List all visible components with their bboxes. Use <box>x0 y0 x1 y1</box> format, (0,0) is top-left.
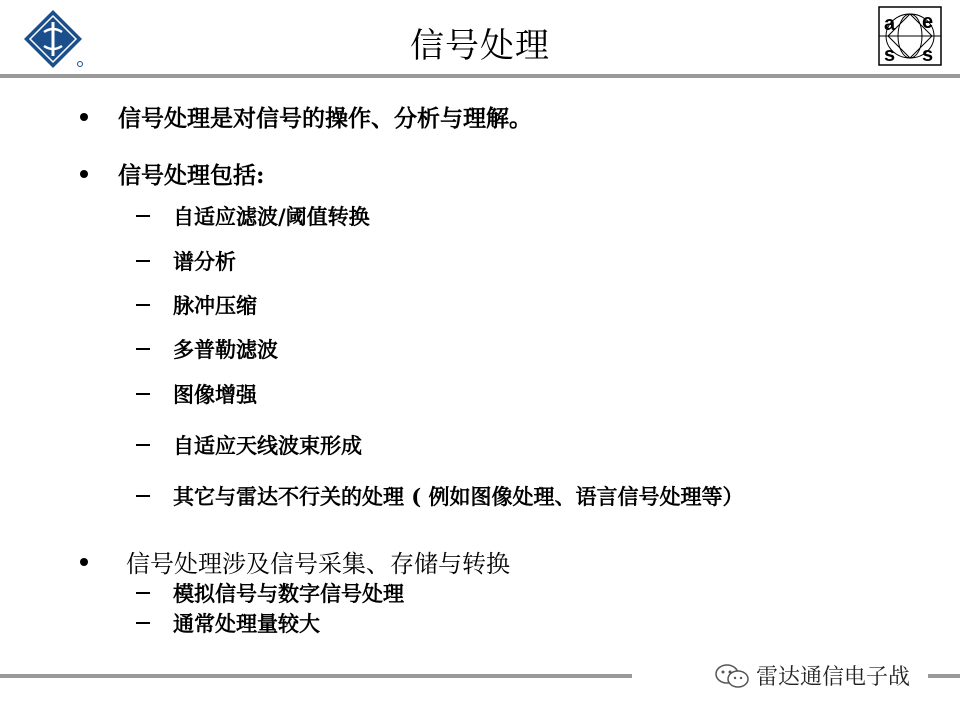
svg-text:e: e <box>922 11 934 33</box>
svg-text:s: s <box>922 44 934 66</box>
sub-item-text: 多普勒滤波 <box>173 337 278 362</box>
sub-item <box>136 430 362 460</box>
bottom-divider-right <box>928 674 960 678</box>
bullet-dot-icon <box>80 170 88 178</box>
svg-text:s: s <box>884 44 896 66</box>
bullet-item <box>80 157 265 190</box>
sub-item <box>136 578 404 608</box>
sub-item-text: 谱分析 <box>173 249 236 274</box>
dash-icon <box>136 393 150 395</box>
sub-item <box>136 334 278 364</box>
dash-icon <box>136 592 150 594</box>
page-title: 信号处理 <box>410 26 550 66</box>
watermark-text: 雷达通信电子战 <box>756 665 911 690</box>
bullet-item <box>80 100 532 133</box>
dash-icon <box>136 348 150 350</box>
dash-icon <box>136 260 150 262</box>
watermark <box>714 660 910 691</box>
sub-item-text: 自适应滤波/阈值转换 <box>173 204 370 229</box>
bullet-dot-icon <box>80 558 88 566</box>
dash-icon <box>136 622 150 624</box>
sub-item-text: 脉冲压缩 <box>173 293 257 318</box>
sub-item <box>136 379 257 409</box>
bottom-divider <box>0 674 632 678</box>
bullet-dot-icon <box>80 113 88 121</box>
svg-text:a: a <box>884 13 896 35</box>
aess-logo <box>878 6 942 66</box>
sub-item-text: 模拟信号与数字信号处理 <box>173 581 404 606</box>
bullet-text: 信号处理是对信号的操作、分析与理解。 <box>118 105 532 132</box>
top-divider <box>0 74 960 78</box>
wechat-icon <box>714 662 750 690</box>
bullet-text: 信号处理涉及信号采集、存储与转换 <box>126 550 510 578</box>
dash-icon <box>136 495 150 497</box>
sub-item <box>136 246 236 276</box>
sub-item <box>136 481 744 511</box>
sub-item-text: 图像增强 <box>173 382 257 407</box>
dash-icon <box>136 444 150 446</box>
sub-item <box>136 290 257 320</box>
sub-item-text: 通常处理量较大 <box>173 611 320 636</box>
bullet-item <box>80 544 510 579</box>
sub-item-text: 其它与雷达不行关的处理 ( 例如图像处理、语言信号处理等） <box>173 484 744 509</box>
sub-item <box>136 201 370 231</box>
sub-item <box>136 608 320 638</box>
dash-icon <box>136 215 150 217</box>
bullet-text: 信号处理包括: <box>118 162 265 189</box>
dash-icon <box>136 304 150 306</box>
sub-item-text: 自适应天线波束形成 <box>173 433 362 458</box>
